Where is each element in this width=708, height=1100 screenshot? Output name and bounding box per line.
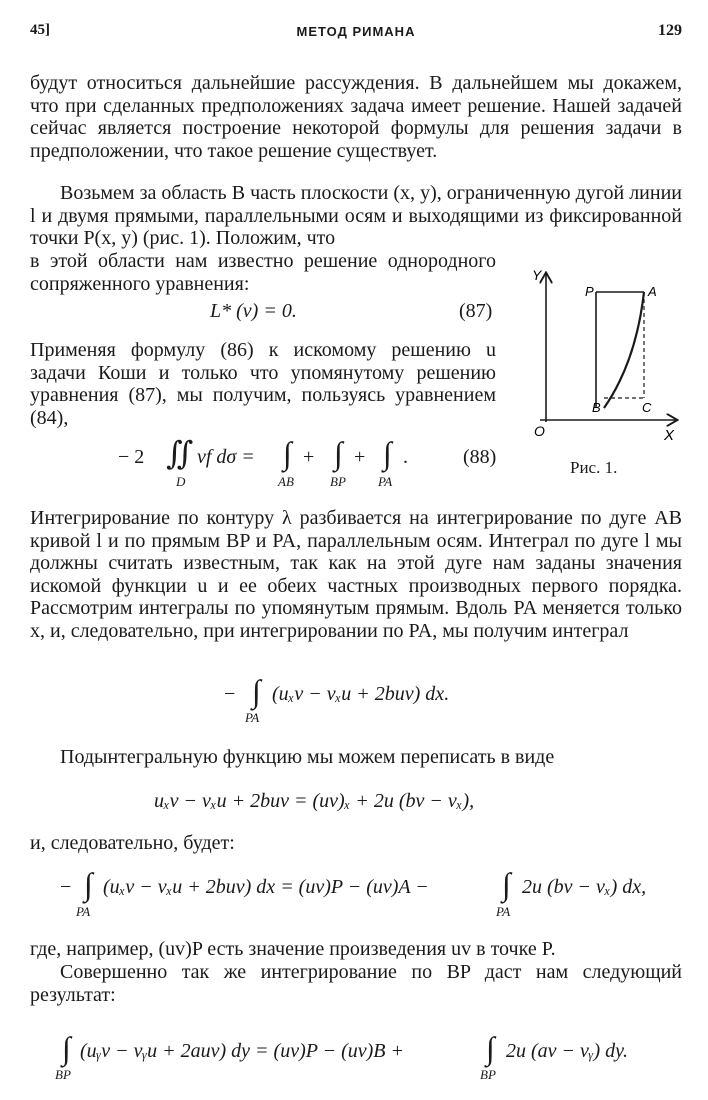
- eqD-limit-2: BP: [480, 1067, 496, 1082]
- figure-caption: Рис. 1.: [570, 458, 618, 477]
- integral-sign-4: ∫: [486, 1030, 495, 1066]
- section-number: 45]: [30, 22, 50, 38]
- paragraph-3: Применяя формулу (86) к искомому решению u задачи Коши и только что упомянутому решению уравнения (87), мы получим, пользуясь уравнением (84),: [30, 339, 496, 429]
- integral-sign: ∫: [252, 673, 261, 709]
- eq88-limit-PA: PA: [378, 474, 393, 489]
- label-O: O: [534, 423, 545, 439]
- double-integral-sign: ∬: [166, 435, 194, 471]
- paragraph-7: где, например, (uv)P есть значение произведения uv в точке P.: [30, 938, 556, 960]
- curve-l: [604, 292, 644, 408]
- eq88-lhs: vf dσ =: [197, 446, 255, 468]
- eqC-part-1: (uₓv − vₓu + 2buv) dx = (uv)P − (uv)A −: [103, 876, 429, 898]
- label-Y: Y: [532, 267, 542, 283]
- eq88-domain-D: D: [176, 474, 186, 489]
- eqA-integrand: (uₓv − vₓu + 2buv) dx.: [272, 683, 450, 705]
- equation-87-number: (87): [459, 300, 493, 322]
- paragraph-8: Совершенно так же интегрирование по BP даст нам следующий результат:: [30, 961, 682, 1006]
- label-A: A: [648, 284, 657, 299]
- eq88-plus-2: +: [354, 446, 366, 468]
- paragraph-5: Подынтегральную функцию мы можем переписать в виде: [60, 746, 555, 768]
- eqC-minus: −: [60, 876, 72, 898]
- page-header: [30, 22, 682, 48]
- eqD-part-1: (uᵧv − vᵧu + 2auv) dy = (uv)P − (uv)B +: [80, 1040, 404, 1062]
- equation-88-number: (88): [463, 446, 497, 468]
- equation-87: L* (v) = 0.: [210, 300, 297, 322]
- page-number: 129: [658, 22, 682, 39]
- eqA-limit: PA: [245, 710, 260, 725]
- eqC-limit-2: PA: [496, 904, 511, 919]
- eqC-part-2: 2u (bv − vₓ) dx,: [522, 876, 647, 898]
- eq88-plus-1: +: [303, 446, 315, 468]
- integral-sign-3: ∫: [62, 1030, 71, 1066]
- eqC-limit-1: PA: [76, 904, 91, 919]
- eq88-limit-BP: BP: [330, 474, 346, 489]
- eq88-period: .: [403, 446, 408, 468]
- integral-sign-2: ∫: [502, 866, 511, 902]
- integral-sign-AB: ∫: [283, 435, 292, 471]
- label-P: P: [585, 284, 594, 299]
- paragraph-4: Интегрирование по контуру λ разбивается на интегрирование по дуге AB кривой l и по прямым BP и PA, параллельным осям. Интеграл по дуге l мы должны считать известным, так как на этой дуге нам заданы значения искомой функции u и ее обеих частных производных первого порядка. Рассмотрим интегралы по упомянутым прямым. Вдоль PA меняется только x, и, следовательно, при интегрировании по PA, мы получим интеграл: [30, 507, 682, 642]
- label-B: B: [592, 400, 601, 415]
- paragraph-6: и, следовательно, будет:: [30, 832, 235, 854]
- integral-sign-BP: ∫: [334, 435, 343, 471]
- integral-sign-PA: ∫: [383, 435, 392, 471]
- label-X: X: [664, 427, 675, 444]
- paragraph-1: будут относиться дальнейшие рассуждения. В дальнейшем мы докажем, что при сделанных предположениях задача имеет решение. Нашей задачей сейчас является построение некоторой формулы для решения задачи в предположении, что такое решение существует.: [30, 72, 682, 162]
- paragraph-2-continued: в этой области нам известно решение однородного сопряженного уравнения:: [30, 250, 496, 295]
- running-title: МЕТОД РИМАНА: [296, 24, 416, 39]
- eqD-part-2: 2u (av − vᵧ) dy.: [506, 1040, 628, 1062]
- eq88-limit-AB: AB: [278, 474, 294, 489]
- eq88-coefficient: − 2: [118, 446, 145, 468]
- figure-1: [528, 262, 688, 444]
- equation-integrand-rewrite: uₓv − vₓu + 2buv = (uv)ₓ + 2u (bv − vₓ),: [154, 790, 475, 812]
- label-C: C: [642, 400, 652, 415]
- integral-sign-1: ∫: [84, 866, 93, 902]
- paragraph-2: Возьмем за область B часть плоскости (x, y), ограниченную дугой линии l и двумя прямыми, параллельными осям и выходящими из фиксированной точки P(x, y) (рис. 1). Положим, что: [30, 182, 682, 249]
- eqA-minus: −: [224, 683, 236, 705]
- eqD-limit-1: BP: [55, 1067, 71, 1082]
